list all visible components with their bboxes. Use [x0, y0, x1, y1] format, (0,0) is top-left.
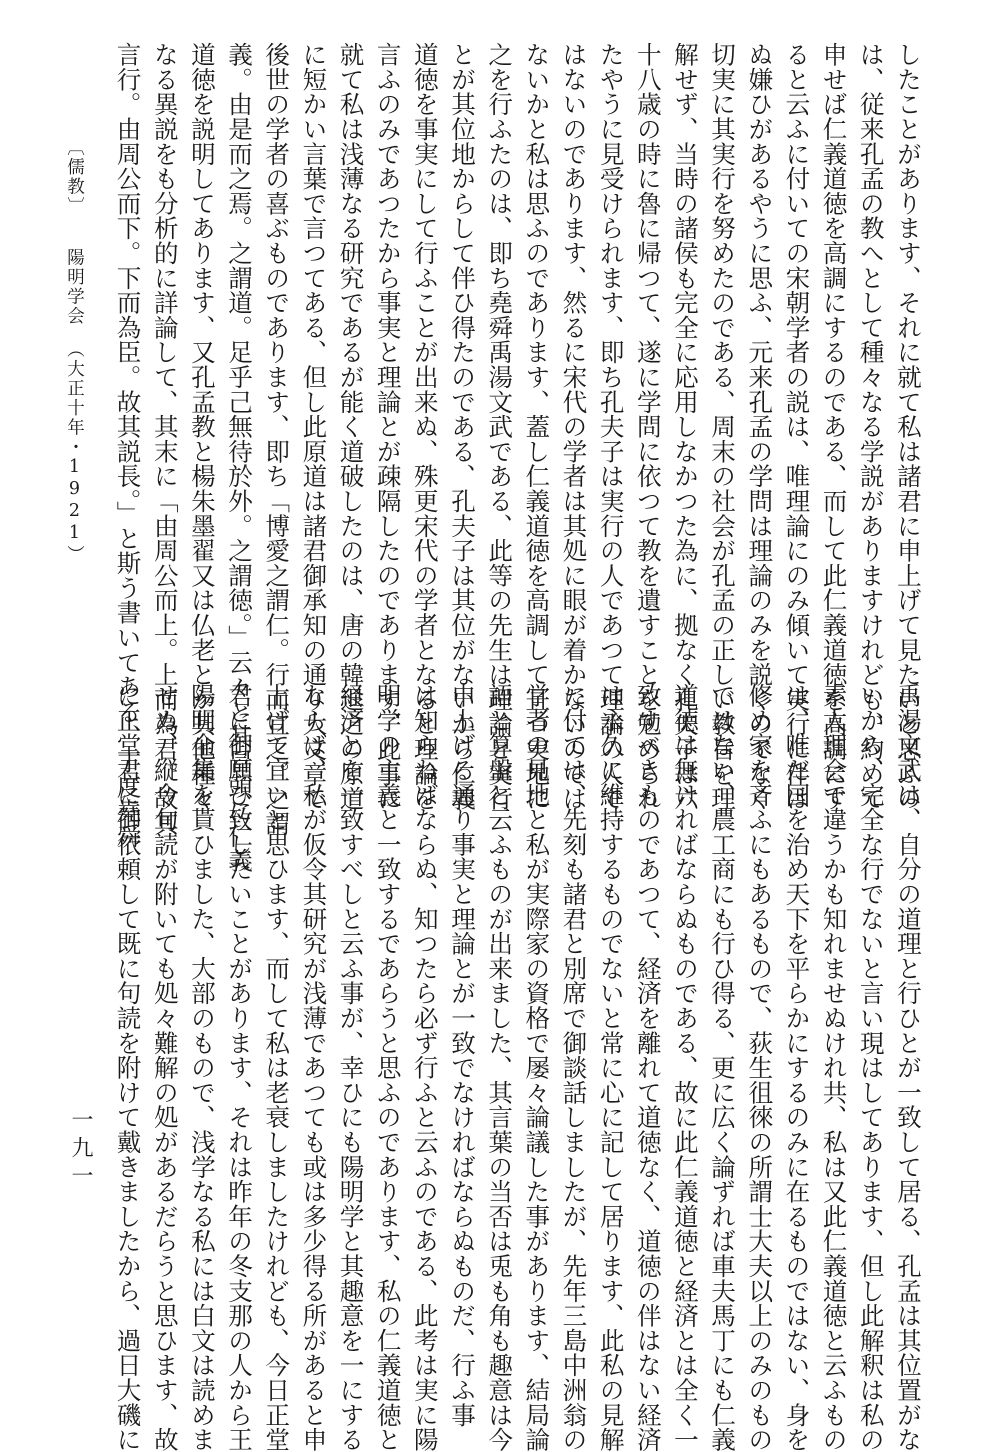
- text-column: とが其位地からして伴ひ得たのである、孔夫子は其位がないから仁義: [448, 42, 477, 811]
- text-column: 申上げる通り事実と理論とが一致でなければならぬものだ、行ふ事: [448, 683, 477, 1427]
- text-column: なる異説をも分析的に詳論して、其末に「由周公而上。上而為君。故其: [150, 42, 180, 836]
- text-column: ではない、農工商にも行ひ得る、更に広く論ずれば車夫馬丁にも仁義: [708, 683, 738, 1452]
- text-column: ないかと私は思ふのであります、蓋し仁義道徳を高調して且つ実地に: [522, 42, 552, 811]
- text-column: 就て私は浅薄なる研究であるが能く道破したのは、唐の韓退之の原道: [336, 42, 366, 811]
- text-column: は知らねばならぬ、知つたら必ず行ふと云ふのである、此考は実に陽: [410, 683, 440, 1452]
- running-footer: [65, 138, 83, 698]
- text-column: は永久に維持するものでないと常に心に記して居ります、此私の見解: [596, 683, 626, 1452]
- text-column: ならば、私が仮令其研究が浅薄であつても或は多少得る所があると申: [299, 683, 329, 1452]
- text-column: したことがあります、それに就て私は諸君に申上げて見たいと思ふの: [893, 42, 923, 811]
- text-column: 解せず、当時の諸侯も完全に応用しなかつた為に、拠なく孔夫子は六: [670, 42, 700, 811]
- text-column: 道徳は無ければならぬものである、故に此仁義道徳と経済とは全く一: [670, 683, 700, 1452]
- text-column: 後世の学者の喜ぶものであります、即ち「博愛之謂仁。行而宜之。之謂: [262, 42, 292, 836]
- text-column: 義。由是而之焉。之謂道。足乎己無待於外。之謂徳。」云々と其冒頭に仁義: [225, 42, 255, 873]
- text-column: せぬ、縦令句読が附いても処々難解の処があるだらうと思ひます、故: [150, 683, 180, 1452]
- text-column: はないのであります、然るに宋代の学者は其処に眼が着かないのでは: [559, 42, 589, 811]
- text-column: 語と算盤と云ふものが出来ました、其言葉の当否は兎も角も趣意は今: [485, 683, 515, 1452]
- text-column: 道徳を事実にして行ふことが出来ぬ、殊更宋代の学者となると理論を: [410, 42, 440, 811]
- text-column: ぬ嫌ひがあるやうに思ふ、元来孔孟の学問は理論のみを説くのでなく: [745, 42, 775, 811]
- text-column: は、従来孔孟の教へとして種々なる学説がありますけれども、約めて: [856, 42, 886, 811]
- text-column: 君に御願ひ致したいことがあります、それは昨年の冬支那の人から王: [225, 683, 255, 1452]
- text-column: たやうに見受けられます、即ち孔夫子は実行の人であつて理論の人で: [596, 42, 626, 811]
- text-column: 言ふのみであつたから事実と理論とが疎隔したのであります、此事に: [373, 42, 403, 811]
- text-column: 経済とを一致すべしと云ふ事が、幸ひにも陽明学と其趣意を一にする: [336, 683, 366, 1452]
- text-column: 十八歳の時に魯に帰つて、遂に学問に依つて教を遺すことを勉められ: [633, 42, 663, 811]
- text-column: 陽明全集を貰ひました、大部のもので、浅学なる私には白文は読めま: [187, 683, 217, 1452]
- text-column: 申せば仁義道徳を高調にするのである、而して此仁義道徳を高調にす: [819, 42, 849, 811]
- text-column: 学者の見地と私が実際家の資格で屡々論議した事があります、結局論: [522, 683, 552, 1452]
- text-column: は、唯だ国を治め天下を平らかにするのみに在るものではない、身を: [782, 683, 812, 1452]
- text-column: に短かい言葉で言つてある、但し此原道は諸君御承知の通り大文章で: [299, 42, 329, 811]
- text-column: 明学の主義と一致するであらうと思ふのであります、私の仁義道徳と: [373, 683, 403, 1452]
- text-column: 素人理会で違うかも知れませぬけれ共、私は又此仁義道徳と云ふもの: [819, 683, 849, 1452]
- text-column: 上げて宜いと思ひます、而して私は老衰しましたけれども、今日正堂: [262, 683, 292, 1452]
- footer-publisher: 陽明学会: [64, 248, 85, 326]
- text-column: 禹湯文武は、自分の道理と行ひとが一致して居る、孔孟は其位置がな: [893, 683, 923, 1452]
- bottom-text-block: [113, 683, 923, 1452]
- footer-year: （大正十年・1921）: [64, 340, 85, 565]
- text-column: 之を行ふたのは、即ち堯舜禹湯文武である、此等の先生は理論と実行: [485, 42, 515, 811]
- footer-category: 〔儒教〕: [64, 138, 85, 216]
- text-column: に正堂君に御依頼して既に句読を附けて戴きましたから、過日大磯に: [113, 683, 143, 1452]
- text-column: 修め家を斉ふにもあるもので、荻生徂徠の所謂士大夫以上のみのもの: [745, 683, 775, 1452]
- text-column: ると云ふに付いての宋朝学者の説は、唯理論にのみ傾いて実行に伴は: [782, 42, 812, 811]
- text-column: いから、完全な行でないと言い現はしてあります、但し此解釈は私の: [856, 683, 886, 1452]
- text-column: 道徳を説明してあります、又孔孟教と楊朱墨翟又は仏老とか其他種々: [187, 42, 217, 811]
- text-column: 切実に其実行を努めたのである、周末の社会が孔孟の正しい教旨を理: [708, 42, 738, 811]
- page-number: 一九一: [68, 1108, 93, 1192]
- text-column: に付ては、先刻も諸君と別席で御談話しましたが、先年三島中洲翁の: [559, 683, 589, 1452]
- text-column: 致すべきものであつて、経済を離れて道徳なく、道徳の伴はない経済: [633, 683, 663, 1452]
- top-text-block: [113, 42, 923, 873]
- text-column: 言行。由周公而下。下而為臣。故其説長。」と斯う書いてある、丁度堯舜: [113, 42, 143, 849]
